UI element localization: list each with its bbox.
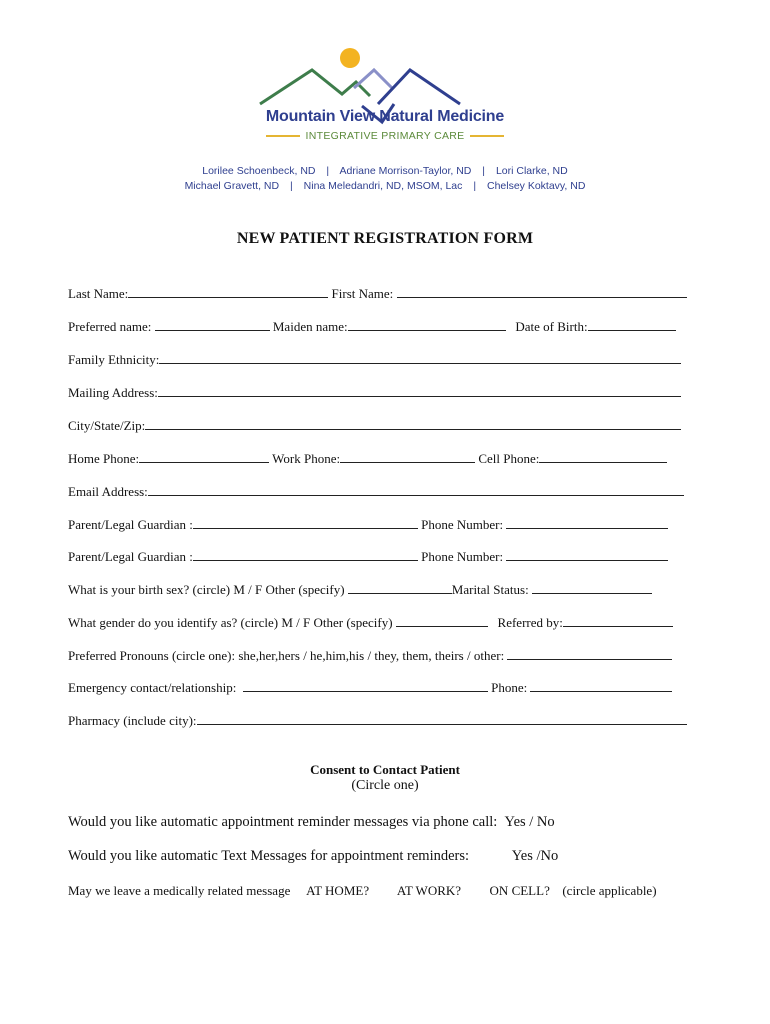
referred-by-field[interactable]: [563, 615, 673, 627]
text-reminder-options[interactable]: Yes /No: [511, 848, 559, 864]
sun-icon: [340, 48, 360, 68]
message-question: [68, 883, 657, 899]
separator: |: [482, 165, 486, 177]
emergency-contact-label: Emergency contact/relationship:: [68, 680, 237, 695]
emergency-phone-label: Phone:: [491, 680, 528, 695]
home-phone-label: Home Phone:: [68, 451, 140, 466]
last-name-label: Last Name:: [68, 286, 129, 301]
consent-title: Consent to Contact Patient: [310, 762, 460, 777]
provider-name: Michael Gravett, ND: [184, 180, 280, 192]
pharmacy-label: Pharmacy (include city):: [68, 713, 197, 728]
emergency-row: [68, 680, 708, 696]
marital-status-label: Marital Status:: [451, 582, 529, 597]
at-work-option[interactable]: AT WORK?: [396, 883, 462, 898]
phone-reminder-options[interactable]: Yes / No: [504, 814, 555, 830]
provider-name: Adriane Morrison-Taylor, ND: [339, 165, 472, 177]
circle-applicable-note: (circle applicable): [562, 883, 657, 898]
gender-identity-label: What gender do you identify as? (circle) M / F Other (specify): [68, 615, 393, 630]
mailing-row: [68, 385, 708, 401]
email-field[interactable]: [148, 484, 684, 496]
last-name-field[interactable]: [128, 286, 328, 298]
phone-reminder-label: Would you like automatic appointment reminder messages via phone call:: [68, 814, 498, 830]
guardian-phone-field[interactable]: [506, 517, 668, 529]
guardian-row-2: [68, 549, 708, 565]
guardian-phone-field[interactable]: [506, 549, 668, 561]
cell-phone-label: Cell Phone:: [478, 451, 540, 466]
ethnicity-row: [68, 352, 708, 368]
provider-name: Lorilee Schoenbeck, ND: [202, 165, 316, 177]
work-phone-field[interactable]: [340, 451, 475, 463]
tagline-rule-right: [470, 135, 504, 137]
form-title: NEW PATIENT REGISTRATION FORM: [236, 230, 534, 247]
preferred-row: [68, 319, 708, 335]
at-home-option[interactable]: AT HOME?: [306, 883, 370, 898]
guardian-field[interactable]: [193, 517, 418, 529]
city-state-zip-field[interactable]: [145, 418, 681, 430]
preferred-name-field[interactable]: [155, 319, 270, 331]
city-state-zip-label: City/State/Zip:: [68, 418, 146, 433]
name-row: [68, 286, 708, 302]
phone-number-label: Phone Number:: [421, 549, 504, 564]
brand-tagline-row: [0, 130, 770, 142]
emergency-phone-field[interactable]: [530, 680, 672, 692]
first-name-label: First Name:: [331, 286, 394, 301]
dob-field[interactable]: [588, 319, 676, 331]
guardian-label: Parent/Legal Guardian :: [68, 517, 193, 532]
message-question-label: May we leave a medically related message: [68, 883, 291, 898]
text-reminder-label: Would you like automatic Text Messages for appointment reminders:: [68, 848, 470, 864]
birth-sex-label: What is your birth sex? (circle) M / F Other (specify): [68, 582, 345, 597]
email-label: Email Address:: [68, 484, 148, 499]
ethnicity-label: Family Ethnicity:: [68, 352, 160, 367]
mailing-address-label: Mailing Address:: [68, 385, 158, 400]
guardian-field[interactable]: [193, 549, 418, 561]
consent-subtitle: (Circle one): [351, 778, 419, 793]
referred-by-label: Referred by:: [497, 615, 563, 630]
gender-row: [68, 615, 708, 631]
birth-sex-other-field[interactable]: [348, 582, 452, 594]
dob-label: Date of Birth:: [515, 319, 588, 334]
first-name-field[interactable]: [397, 286, 687, 298]
guardian-row-1: [68, 517, 708, 533]
on-cell-option[interactable]: ON CELL?: [489, 883, 550, 898]
providers-line-1: [0, 165, 770, 177]
phones-row: [68, 451, 708, 467]
mailing-address-field[interactable]: [158, 385, 681, 397]
phone-number-label: Phone Number:: [421, 517, 504, 532]
pronouns-other-field[interactable]: [507, 648, 672, 660]
pronouns-label: Preferred Pronouns (circle one): she,her,hers / he,him,his / they, them, theirs / other:: [68, 648, 505, 663]
tagline-rule-left: [266, 135, 300, 137]
provider-name: Chelsey Koktavy, ND: [486, 180, 586, 192]
cell-phone-field[interactable]: [539, 451, 667, 463]
provider-name: Nina Meledandri, ND, MSOM, Lac: [303, 180, 463, 192]
separator: |: [290, 180, 293, 192]
gender-other-field[interactable]: [396, 615, 488, 627]
email-row: [68, 484, 708, 500]
preferred-name-label: Preferred name:: [68, 319, 152, 334]
guardian-label: Parent/Legal Guardian :: [68, 549, 193, 564]
city-row: [68, 418, 708, 434]
pronouns-row: [68, 648, 708, 664]
pharmacy-field[interactable]: [197, 713, 687, 725]
brand-name: Mountain View Natural Medicine: [265, 108, 505, 125]
maiden-name-label: Maiden name:: [272, 319, 348, 334]
pharmacy-row: [68, 713, 708, 729]
birth-sex-row: [68, 582, 708, 598]
emergency-contact-field[interactable]: [243, 680, 488, 692]
brand-tagline: INTEGRATIVE PRIMARY CARE: [305, 130, 465, 142]
provider-name: Lori Clarke, ND: [495, 165, 568, 177]
text-reminder-question: [68, 848, 558, 865]
providers-line-2: [0, 180, 770, 192]
ethnicity-field[interactable]: [159, 352, 681, 364]
work-phone-label: Work Phone:: [272, 451, 341, 466]
separator: |: [326, 165, 330, 177]
marital-status-field[interactable]: [532, 582, 652, 594]
home-phone-field[interactable]: [139, 451, 269, 463]
phone-reminder-question: [68, 814, 555, 831]
separator: |: [473, 180, 477, 192]
maiden-name-field[interactable]: [348, 319, 506, 331]
